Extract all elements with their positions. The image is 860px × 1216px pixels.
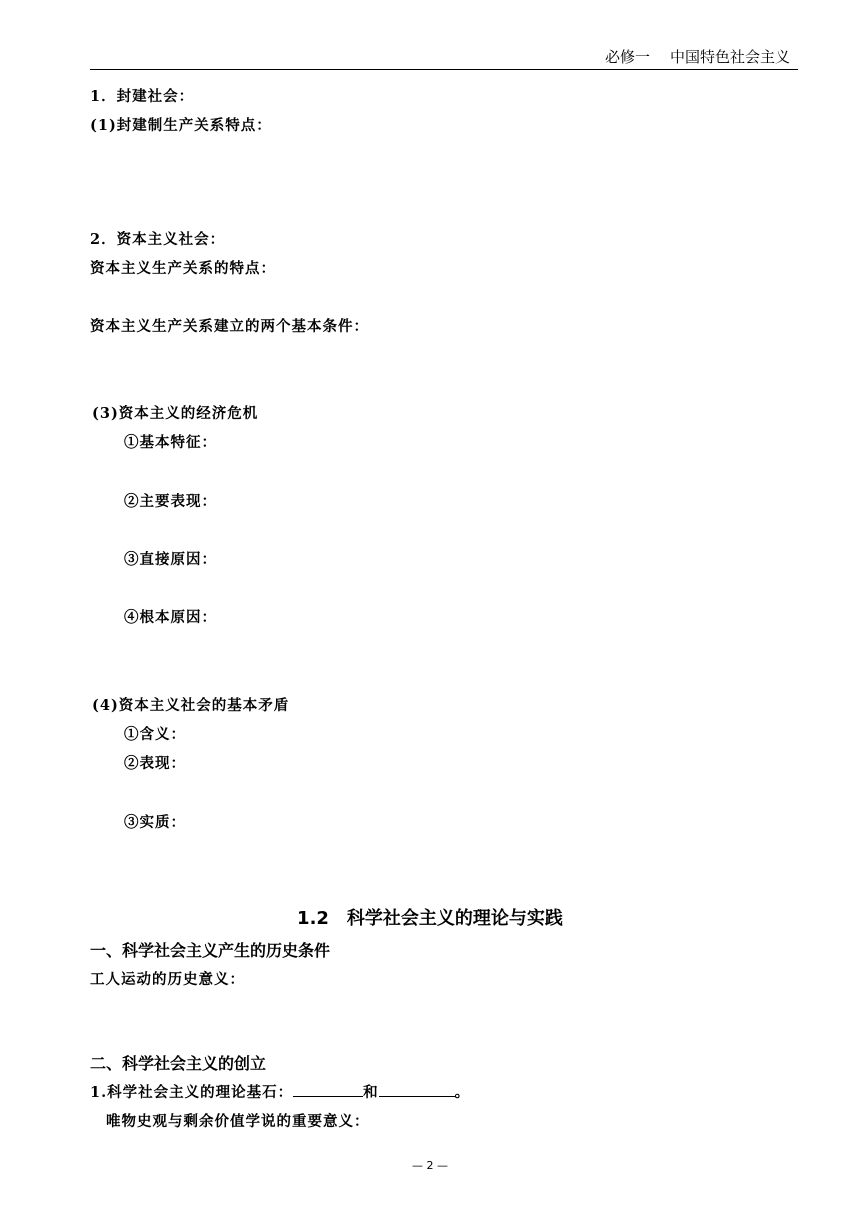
item-contradiction-manifestation: ②表现： bbox=[124, 755, 186, 772]
item-contradiction-meaning: ①含义： bbox=[124, 726, 186, 743]
header-title: 中国特色社会主义 bbox=[669, 48, 790, 66]
item-feudal-relations: (1)封建制生产关系特点： bbox=[90, 117, 272, 134]
item-basic-contradiction: (4)资本主义社会的基本矛盾 bbox=[92, 697, 290, 714]
item-capitalist-society: 2．资本主义社会： bbox=[90, 231, 226, 248]
period: 。 bbox=[454, 1084, 471, 1101]
item-crisis-direct-cause: ③直接原因： bbox=[124, 551, 217, 568]
item-economic-crisis: (3)资本主义的经济危机 bbox=[92, 405, 259, 422]
section-title: 1.2 科学社会主义的理论与实践 bbox=[297, 908, 563, 929]
item-capitalist-conditions: 资本主义生产关系建立的两个基本条件： bbox=[90, 318, 369, 335]
item-capitalist-relations-features: 资本主义生产关系的特点： bbox=[90, 260, 276, 277]
section1-line: 工人运动的历史意义： bbox=[90, 971, 245, 988]
section2-line1 bbox=[90, 1081, 470, 1102]
item-crisis-manifestation: ②主要表现： bbox=[124, 493, 217, 510]
item-feudal-society: 1．封建社会： bbox=[90, 88, 195, 105]
section1-heading: 一、科学社会主义产生的历史条件 bbox=[90, 941, 331, 960]
header-book: 必修一 bbox=[604, 48, 650, 66]
header-rule bbox=[90, 69, 798, 70]
item-contradiction-essence: ③实质： bbox=[124, 814, 186, 831]
connector-and: 和 bbox=[363, 1084, 379, 1101]
section2-line2: 唯物史观与剩余价值学说的重要意义： bbox=[106, 1113, 370, 1130]
blank-2[interactable] bbox=[379, 1082, 455, 1097]
page-number: — 2 — bbox=[412, 1159, 448, 1172]
section2-heading: 二、科学社会主义的创立 bbox=[90, 1054, 267, 1073]
blank-1[interactable] bbox=[293, 1082, 363, 1097]
theory-cornerstone-label: 1.科学社会主义的理论基石： bbox=[90, 1084, 294, 1101]
item-crisis-feature: ①基本特征： bbox=[124, 434, 217, 451]
running-header bbox=[605, 46, 790, 67]
item-crisis-root-cause: ④根本原因： bbox=[124, 609, 217, 626]
